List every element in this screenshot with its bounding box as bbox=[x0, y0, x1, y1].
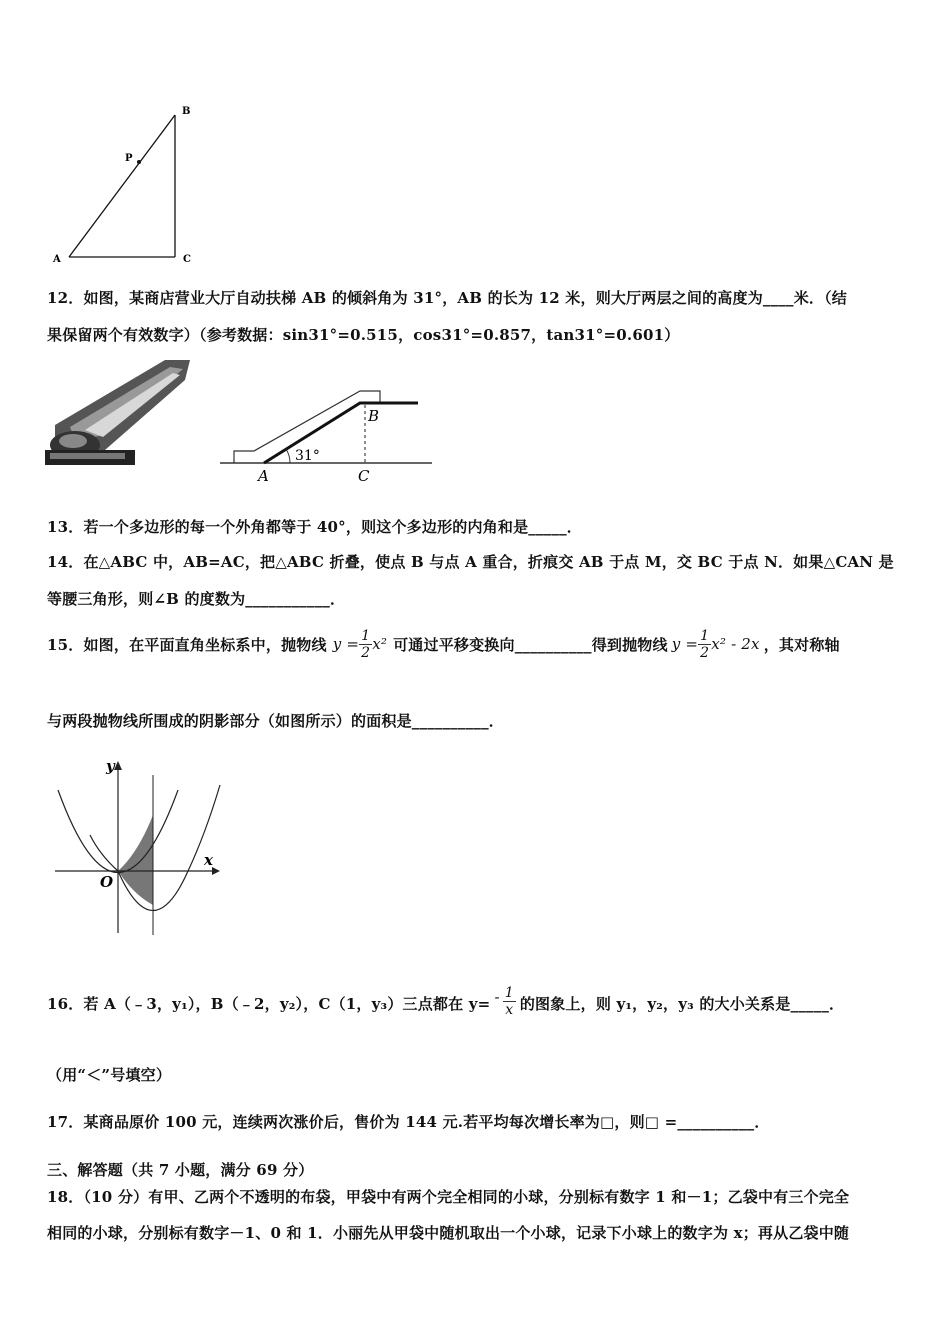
escalator-label-c: C bbox=[358, 467, 370, 485]
point-p bbox=[137, 160, 141, 164]
q16-part2: 的图象上，则 y₁，y₂，y₃ 的大小关系是_____． bbox=[519, 994, 845, 1013]
q15-eq2-den: 2 bbox=[700, 644, 710, 661]
q16-frac-num: 1 bbox=[504, 984, 514, 1001]
q16-frac bbox=[503, 985, 516, 1018]
q15-eq1-num: 1 bbox=[361, 627, 371, 644]
axis-x-label: x bbox=[204, 851, 213, 869]
escalator-label-b: B bbox=[368, 407, 380, 425]
label-c: C bbox=[183, 254, 191, 265]
section3-title: 三、解答题（共 7 小题，满分 69 分） bbox=[47, 1161, 314, 1179]
q15-eq2-frac bbox=[698, 628, 711, 661]
q12-line1: 12．如图，某商店营业大厅自动扶梯 AB 的倾斜角为 31°，AB 的长为 12 米，则大厅两层之间的高度为____米．（结 bbox=[47, 289, 847, 307]
label-b: B bbox=[182, 106, 191, 117]
parabola-figure bbox=[50, 755, 230, 940]
q15-eq2-lhs: y = bbox=[671, 635, 699, 653]
q18-line1: 18．（10 分）有甲、乙两个不透明的布袋，甲袋中有两个完全相同的小球，分别标有数字 1 和－1；乙袋中有三个完全 bbox=[47, 1188, 850, 1206]
q12-line2: 果保留两个有效数字）（参考数据：sin31°=0.515，cos31°=0.857，tan31°=0.601） bbox=[47, 326, 680, 344]
q15-line1 bbox=[47, 622, 840, 666]
q15-eq2-num: 1 bbox=[700, 627, 710, 644]
segment-ab bbox=[69, 115, 175, 257]
q16-frac-den: x bbox=[505, 1001, 514, 1018]
q16-note: （用“＜”号填空） bbox=[47, 1066, 172, 1084]
q16-line1 bbox=[47, 978, 844, 1028]
q16-frac-sign: - bbox=[494, 988, 500, 1006]
axis-y-label: y bbox=[106, 757, 115, 775]
q17-text: 17．某商品原价 100 元，连续两次涨价后，售价为 144 元.若平均每次增长率为□，则□ =__________． bbox=[47, 1113, 770, 1131]
label-p: P bbox=[125, 153, 133, 164]
label-a: A bbox=[53, 254, 61, 265]
q15-eq1-lhs: y = bbox=[332, 635, 360, 653]
q15-eq1-frac bbox=[359, 628, 372, 661]
q15-line2: 与两段抛物线所围成的阴影部分（如图所示）的面积是__________． bbox=[47, 712, 505, 730]
q15-part2: 可通过平移变换向__________得到抛物线 bbox=[393, 635, 668, 654]
q15-eq1-rhs: x² bbox=[372, 635, 388, 653]
escalator-label-a: A bbox=[258, 467, 269, 485]
origin-label: O bbox=[100, 873, 114, 891]
escalator-diagram bbox=[220, 355, 435, 485]
triangle-figure bbox=[45, 100, 205, 270]
q14-line1: 14．在△ABC 中，AB=AC，把△ABC 折叠，使点 B 与点 A 重合，折痕交 AB 于点 M，交 BC 于点 N．如果△CAN 是 bbox=[47, 553, 894, 571]
q15-eq1-den: 2 bbox=[361, 644, 371, 661]
q14-line2: 等腰三角形，则∠B 的度数为___________． bbox=[47, 590, 346, 608]
q13-text: 13．若一个多边形的每一个外角都等于 40°，则这个多边形的内角和是_____． bbox=[47, 518, 582, 536]
q16-part1: 16．若 A（﹣3，y₁），B（﹣2，y₂），C（1，y₃）三点都在 y= bbox=[47, 994, 491, 1013]
q18-line2: 相同的小球，分别标有数字－1、0 和 1．小丽先从甲袋中随机取出一个小球，记录下小球上的数字为 x；再从乙袋中随 bbox=[47, 1224, 850, 1242]
q15-part3: ，其对称轴 bbox=[763, 635, 840, 654]
q15-part1: 15．如图，在平面直角坐标系中，抛物线 bbox=[47, 635, 327, 654]
q15-eq2-rhs: x² - 2x bbox=[711, 635, 760, 653]
escalator-angle: 31° bbox=[295, 448, 320, 464]
escalator-photo bbox=[45, 355, 195, 470]
